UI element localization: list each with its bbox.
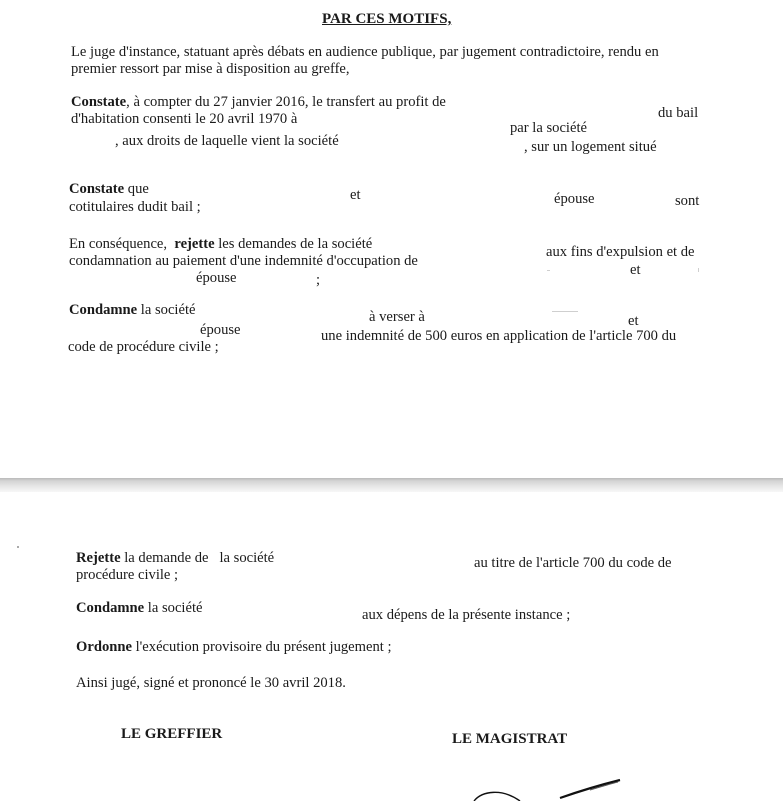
scan-smudge <box>547 270 550 271</box>
p5-text-b: la société <box>219 550 275 566</box>
p2-text-b: et <box>350 187 361 203</box>
scan-smudge <box>698 268 699 272</box>
p7-line-1 <box>76 639 392 656</box>
p2-text-d: sont <box>675 193 700 209</box>
p2-text-e: cotitulaires dudit bail ; <box>69 199 201 215</box>
p5-keyword: Rejette <box>76 550 121 566</box>
p1-text-d: par la société <box>510 120 587 136</box>
p3-text-b: les demandes de la société <box>218 236 373 252</box>
p1-text-b: du bail <box>658 105 699 121</box>
magistrat-label: LE MAGISTRAT <box>452 731 568 747</box>
intro-line-1: Le juge d'instance, statuant après débats en audience publique, par jugement contradictoire, rendu en <box>71 44 659 60</box>
p3-text-e: et <box>630 262 641 278</box>
p4-text-a: la société <box>140 302 196 318</box>
p5-text-a: la demande de <box>124 550 209 566</box>
p4-text-f: code de procédure civile ; <box>68 339 219 355</box>
p3-text-a: En conséquence, <box>69 236 168 252</box>
p1-text-e: , aux droits de laquelle vient la société <box>115 133 339 149</box>
scan-smudge <box>17 546 19 548</box>
closing-line: Ainsi jugé, signé et prononcé le 30 avril 2018. <box>76 675 346 691</box>
p2-line-1 <box>69 181 149 198</box>
p6-text-a: la société <box>147 600 203 616</box>
p2-text-a: que <box>127 181 149 197</box>
p7-keyword: Ordonne <box>76 639 132 655</box>
p4-line-1 <box>69 302 195 319</box>
p3-text-d: condamnation au paiement d'une indemnité d'occupation de <box>69 253 418 269</box>
intro-line-2: premier ressort par mise à disposition au greffe, <box>71 61 350 77</box>
p2-keyword: Constate <box>69 181 125 197</box>
p1-text-f: , sur un logement situé <box>524 139 657 155</box>
scan-smudge <box>552 311 578 312</box>
p6-text-b: aux dépens de la présente instance ; <box>362 607 571 623</box>
p3-text-c: aux fins d'expulsion et de <box>546 244 695 260</box>
signature-stroke <box>460 772 640 801</box>
p3-line-1 <box>69 236 372 253</box>
p6-keyword: Condamne <box>76 600 145 616</box>
p3-text-f: épouse <box>196 270 237 286</box>
p2-text-c: épouse <box>554 191 595 207</box>
p4-text-d: épouse <box>200 322 241 338</box>
p1-text-a: , à compter du 27 janvier 2016, le transfert au profit de <box>126 94 446 110</box>
section-title: PAR CES MOTIFS, <box>322 11 452 27</box>
page-2 <box>0 492 783 801</box>
p3-keyword: rejette <box>174 236 215 252</box>
p5-text-c: au titre de l'article 700 du code de <box>474 555 672 571</box>
greffier-label: LE GREFFIER <box>121 726 223 742</box>
p5-text-d: procédure civile ; <box>76 567 179 583</box>
p1-line-1 <box>71 94 446 111</box>
p7-text-a: l'exécution provisoire du présent jugement ; <box>135 639 392 655</box>
p1-text-c: d'habitation consenti le 20 avril 1970 à <box>71 111 298 127</box>
p1-keyword: Constate <box>71 94 127 110</box>
p5-line-1 <box>76 550 274 567</box>
page-separator <box>0 478 783 492</box>
p4-text-e: une indemnité de 500 euros en application de l'article 700 du <box>321 328 677 344</box>
p4-text-b: à verser à <box>369 309 425 325</box>
p6-line-1 <box>76 600 202 617</box>
p4-keyword: Condamne <box>69 302 138 318</box>
p4-text-c: et <box>628 313 639 329</box>
p3-text-g: ; <box>316 272 321 288</box>
